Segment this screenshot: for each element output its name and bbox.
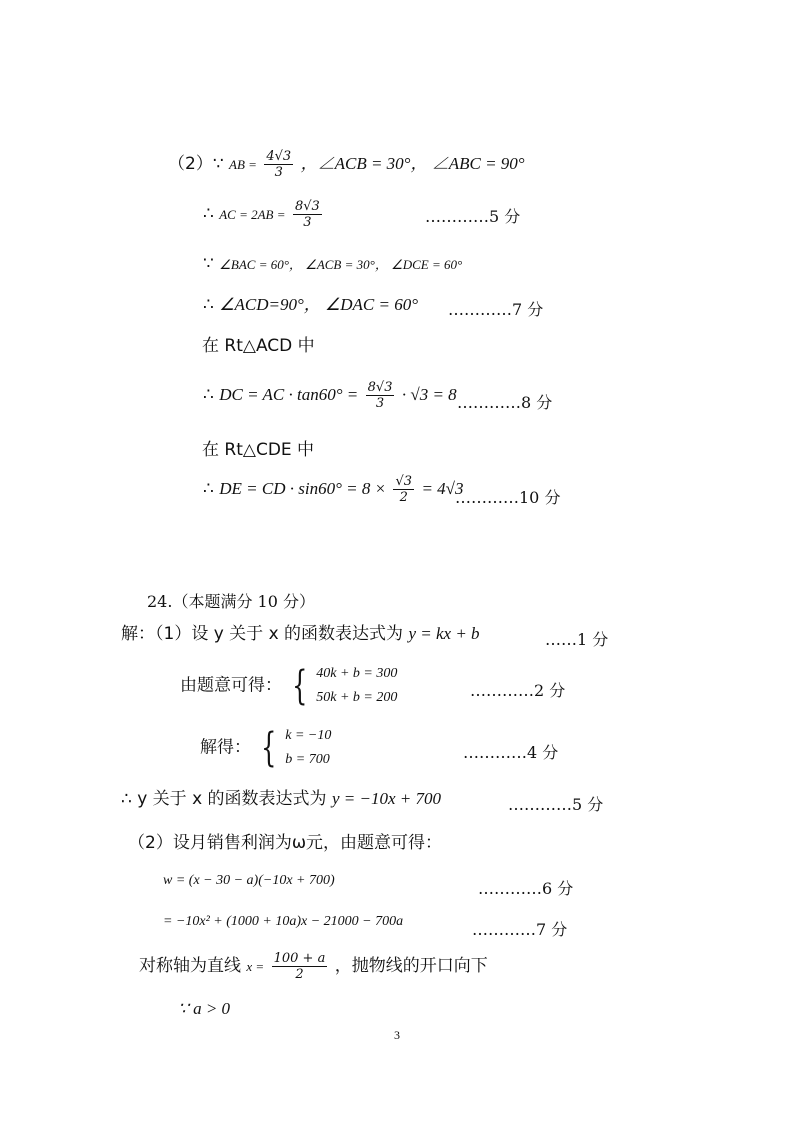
fraction: $\frac{8√3}{3}$ — [367, 380, 393, 411]
fraction: $\frac{8√3}{3}$ — [294, 199, 320, 230]
q24-line2: 由题意可得： { 40k + b = 300 50k + b = 200 — [180, 663, 398, 709]
part2-line4: ∴ ∠ACD=90°， ∠DAC = 60° — [203, 295, 419, 315]
part2-line5: 在 Rt△ACD 中 — [202, 336, 315, 356]
fraction: $\frac{100 + a}{2}$ — [273, 951, 326, 982]
part2-line6: ∴ DC = AC · tan60° = $\frac{8√3}{3}$ · √3 = 8 — [203, 380, 457, 411]
score-1: ……1 分 — [545, 630, 609, 649]
ab-label: AB = — [229, 157, 257, 172]
score-5: …………5 分 — [425, 207, 521, 226]
part2-line2: ∴ AC = 2AB = $\frac{8√3}{3}$ — [203, 199, 320, 230]
score-7b: …………7 分 — [472, 920, 568, 939]
angle-condition: ，∠ACB = 30°， ∠ABC = 90° — [300, 154, 525, 173]
score-7: …………7 分 — [448, 300, 544, 319]
q24-line3: 解得： { k = −10 b = 700 — [200, 725, 332, 771]
q24-line8: 对称轴为直线 x = $\frac{100 + a}{2}$ ，抛物线的开口向下 — [139, 951, 488, 982]
left-brace: { — [261, 725, 277, 771]
score-10: …………10 分 — [455, 488, 561, 507]
q24-line7: = −10x² + (1000 + 10a)x − 21000 − 700a — [163, 914, 404, 929]
part2-line7: 在 Rt△CDE 中 — [202, 440, 315, 460]
q24-title: 24.（本题满分 10 分） — [147, 592, 315, 611]
score-8: …………8 分 — [457, 393, 553, 412]
fraction: $\frac{4√3}{3}$ — [266, 149, 292, 180]
q24-line1: 解：（1）设 y 关于 x 的函数表达式为 y = kx + b — [121, 624, 480, 644]
solution-system: k = −10 b = 700 — [285, 728, 332, 767]
part2-line3: ∵ ∠BAC = 60°， ∠ACB = 30°， ∠DCE = 60° — [203, 254, 463, 274]
part2-prefix: （2）∵ — [168, 154, 224, 174]
score-4: …………4 分 — [463, 743, 559, 762]
score-2: …………2 分 — [470, 681, 566, 700]
part2-line1 — [168, 150, 525, 179]
page-number: 3 — [394, 1028, 400, 1042]
q24-line5: （2）设月销售利润为ω元，由题意可得： — [128, 833, 443, 853]
q24-line4: ∴ y 关于 x 的函数表达式为 y = −10x + 700 — [121, 789, 441, 809]
q24-line6: w = (x − 30 − a)(−10x + 700) — [163, 873, 335, 888]
left-brace: { — [292, 663, 308, 709]
equation-system: 40k + b = 300 50k + b = 200 — [316, 666, 398, 705]
part2-line8: ∴ DE = CD · sin60° = 8 × $\frac{√3}{2}$ = 4√3 — [203, 474, 464, 505]
score-6: …………6 分 — [478, 879, 574, 898]
fraction: $\frac{√3}{2}$ — [395, 474, 413, 505]
score-5b: …………5 分 — [508, 795, 604, 814]
q24-line9: ∵ a > 0 — [178, 999, 231, 1018]
